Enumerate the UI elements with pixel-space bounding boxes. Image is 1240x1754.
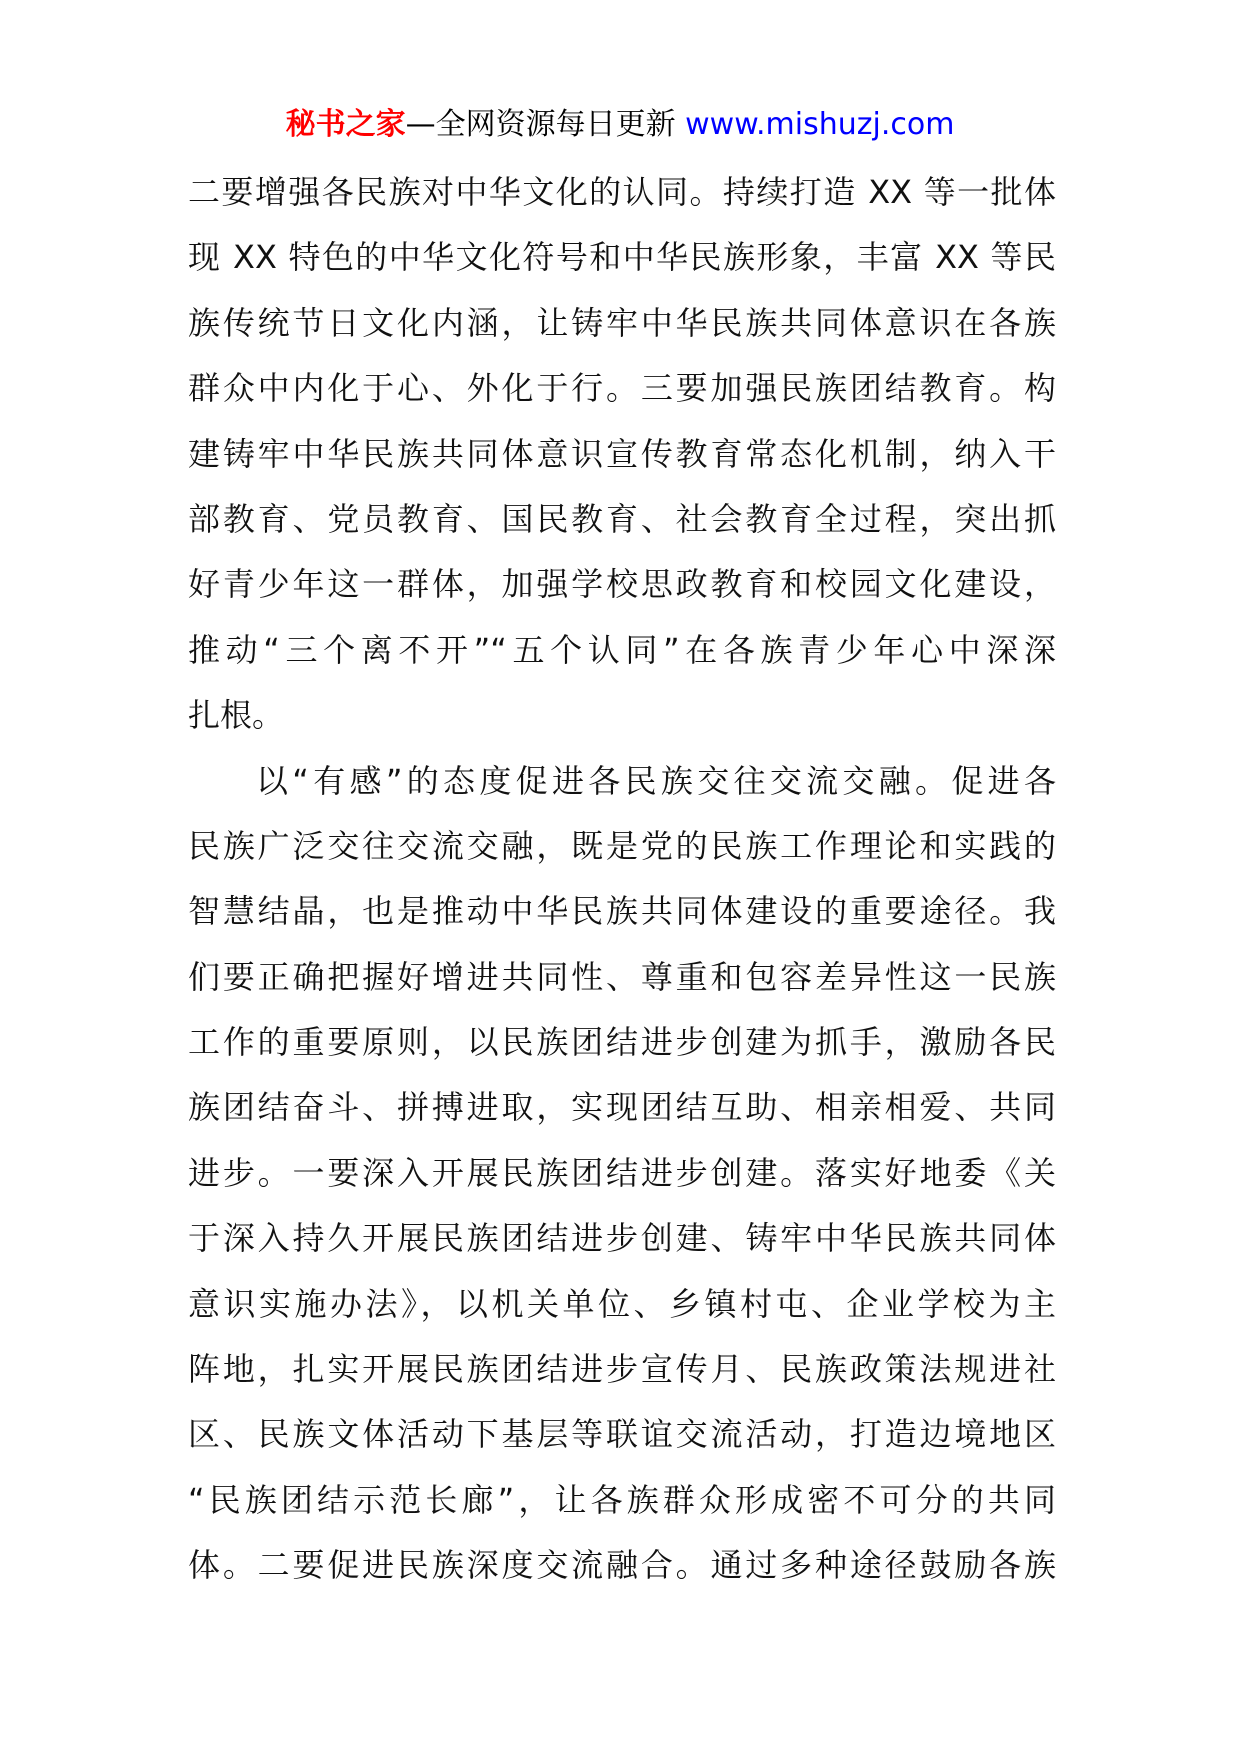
- text-line: 区、民族文体活动下基层等联谊交流活动，打造边境地区: [188, 1415, 1056, 1454]
- text-line: 以“有感”的态度促进各民族交往交流交融。促进各: [256, 761, 1056, 800]
- text-line: 好青少年这一群体，加强学校思政教育和校园文化建设，: [188, 565, 1056, 604]
- text-line: 于深入持久开展民族团结进步创建、铸牢中华民族共同体: [188, 1219, 1056, 1258]
- text-line: 建铸牢中华民族共同体意识宣传教育常态化机制，纳入干: [188, 434, 1056, 473]
- text-line: 体。二要促进民族深度交流融合。通过多种途径鼓励各族: [188, 1546, 1056, 1585]
- text-line: “民族团结示范长廊”，让各族群众形成密不可分的共同: [188, 1480, 1056, 1519]
- text-line: 族团结奋斗、拼搏进取，实现团结互助、相亲相爱、共同: [188, 1088, 1056, 1127]
- text-line: 二要增强各民族对中华文化的认同。持续打造 XX 等一批体: [188, 173, 1056, 211]
- header-tagline: —全网资源每日更新: [405, 107, 676, 142]
- text-line: 群众中内化于心、外化于行。三要加强民族团结教育。构: [188, 369, 1056, 408]
- text-line: 工作的重要原则，以民族团结进步创建为抓手，激励各民: [188, 1023, 1056, 1062]
- text-line: 族传统节日文化内涵，让铸牢中华民族共同体意识在各族: [188, 303, 1056, 342]
- text-line: 阵地，扎实开展民族团结进步宣传月、民族政策法规进社: [188, 1350, 1056, 1389]
- text-line: 意识实施办法》，以机关单位、乡镇村屯、企业学校为主: [188, 1284, 1056, 1323]
- text-line: 推动“三个离不开”“五个认同”在各族青少年心中深深: [188, 630, 1056, 669]
- body-text: [188, 160, 1056, 1599]
- text-line: 部教育、党员教育、国民教育、社会教育全过程，突出抓: [188, 499, 1056, 538]
- text-line: 扎根。: [188, 696, 285, 735]
- header-site-link[interactable]: www.mishuzj.com: [685, 107, 955, 142]
- text-line: 智慧结晶，也是推动中华民族共同体建设的重要途径。我: [188, 892, 1056, 931]
- text-line: 进步。一要深入开展民族团结进步创建。落实好地委《关: [188, 1153, 1056, 1192]
- text-line: 现 XX 特色的中华文化符号和中华民族形象，丰富 XX 等民: [188, 238, 1056, 277]
- text-line: 们要正确把握好增进共同性、尊重和包容差异性这一民族: [188, 957, 1056, 996]
- page-header: [0, 100, 1240, 150]
- text-line: 民族广泛交往交流交融，既是党的民族工作理论和实践的: [188, 826, 1056, 865]
- header-brand: 秘书之家: [285, 107, 406, 142]
